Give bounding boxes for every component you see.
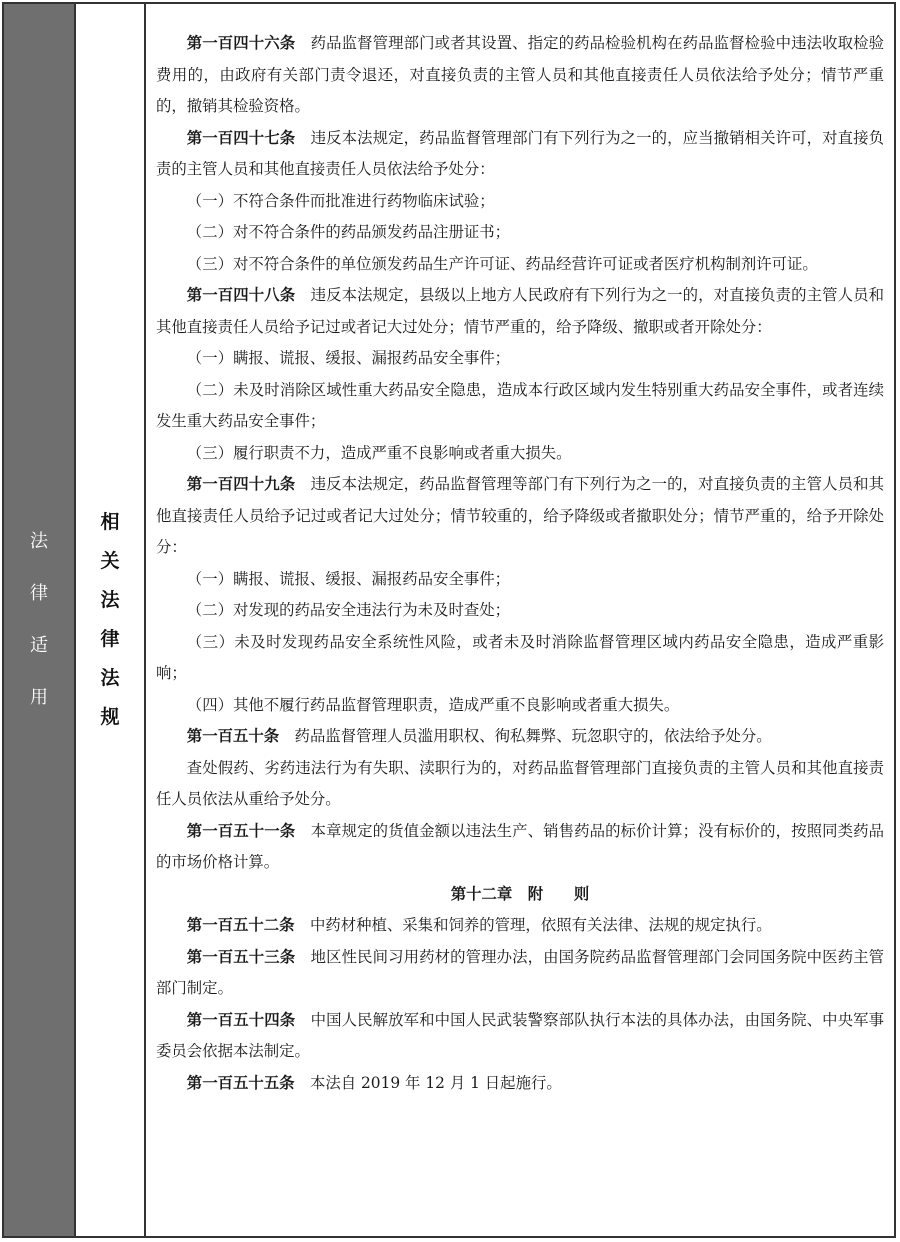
article-paragraph <box>156 123 884 186</box>
supplementary-articles-section <box>156 910 884 1099</box>
article-text: 药品监督管理部门或者其设置、指定的药品检验机构在药品监督检验中违法收取检验费用的，由政府有关部门责令退还，对直接负责的主管人员和其他直接责任人员依法给予处分；情节严重的，撤销其检验资格。 <box>156 34 884 115</box>
article-text: 中药材种植、采集和饲养的管理，依照有关法律、法规的规定执行。 <box>309 916 772 934</box>
article-number: 第一百五十一条 <box>186 821 296 840</box>
article-text: 违反本法规定，县级以上地方人民政府有下列行为之一的，对直接负责的主管人员和其他直接责任人员给予记过或者记大过处分；情节严重的，给予降级、撤职或者开除处分： <box>156 286 884 336</box>
article-text: 药品监督管理人员滥用职权、徇私舞弊、玩忽职守的，依法给予处分。 <box>294 727 772 745</box>
page-frame <box>2 2 896 1238</box>
vertical-char: 相 <box>100 511 120 533</box>
article-text: （一）不符合条件而批准进行药物临床试验； <box>186 191 495 210</box>
article-text: （二）对发现的药品安全违法行为未及时查处； <box>186 601 511 619</box>
vertical-char: 法 <box>30 531 48 552</box>
article-number: 第一百五十二条 <box>186 916 295 934</box>
vertical-char: 法 <box>100 589 120 611</box>
article-paragraph <box>156 1005 884 1068</box>
article-text: 地区性民间习用药材的管理办法，由国务院药品监督管理部门会同国务院中医药主管部门制定。 <box>156 947 884 997</box>
article-paragraph <box>156 249 884 281</box>
article-paragraph <box>156 186 884 218</box>
article-paragraph <box>156 564 884 596</box>
subcategory-label <box>100 503 119 737</box>
article-paragraph <box>156 343 884 375</box>
article-paragraph <box>156 595 884 627</box>
vertical-char: 法 <box>100 667 120 689</box>
article-paragraph <box>156 816 884 879</box>
vertical-char: 用 <box>30 687 48 708</box>
article-number: 第一百四十八条 <box>186 286 296 304</box>
article-paragraph <box>156 375 884 438</box>
article-paragraph <box>156 910 884 942</box>
vertical-char: 律 <box>30 583 48 604</box>
article-paragraph <box>156 469 884 564</box>
article-text: 查处假药、劣药违法行为有失职、渎职行为的，对药品监督管理部门直接负责的主管人员和其他直接责任人员依法从重给予处分。 <box>156 758 884 808</box>
article-text: （一）瞒报、谎报、缓报、漏报药品安全事件； <box>186 349 511 367</box>
article-number: 第一百四十九条 <box>186 475 296 493</box>
article-text: 本章规定的货值金额以违法生产、销售药品的标价计算；没有标价的，按照同类药品的市场价格计算。 <box>156 821 884 871</box>
article-paragraph <box>156 280 884 343</box>
article-text: （二）未及时消除区域性重大药品安全隐患，造成本行政区域内发生特别重大药品安全事件，或者连续发生重大药品安全事件； <box>156 380 884 430</box>
article-paragraph <box>156 627 884 690</box>
article-paragraph <box>156 942 884 1005</box>
chapter-heading: 第十二章 附 则 <box>450 884 590 903</box>
article-text: （四）其他不履行药品监督管理职责，造成严重不良影响或者重大损失。 <box>186 695 680 714</box>
article-number: 第一百四十六条 <box>186 34 296 52</box>
articles-section <box>156 28 884 879</box>
article-paragraph <box>156 438 884 470</box>
article-paragraph <box>156 721 884 753</box>
vertical-char: 关 <box>100 550 120 572</box>
article-number: 第一百五十条 <box>186 727 280 745</box>
subcategory-column <box>76 4 146 1236</box>
article-text: 违反本法规定，药品监督管理部门有下列行为之一的，应当撤销相关许可，对直接负责的主管人员和其他直接责任人员依法给予处分： <box>156 128 884 178</box>
article-paragraph <box>156 217 884 249</box>
article-paragraph <box>156 690 884 722</box>
article-text: 违反本法规定，药品监督管理等部门有下列行为之一的，对直接负责的主管人员和其他直接责任人员给予记过或者记大过处分；情节较重的，给予降级或者撤职处分；情节严重的，给予开除处分： <box>156 475 884 556</box>
article-text: 中国人民解放军和中国人民武装警察部队执行本法的具体办法，由国务院、中央军事委员会依据本法制定。 <box>156 1010 884 1060</box>
law-text-body <box>146 4 894 1236</box>
article-paragraph <box>156 753 884 816</box>
article-text: （三）对不符合条件的单位颁发药品生产许可证、药品经营许可证或者医疗机构制剂许可证。 <box>186 254 818 273</box>
article-paragraph <box>156 1068 884 1100</box>
article-paragraph <box>156 28 884 123</box>
article-text: （一）瞒报、谎报、缓报、漏报药品安全事件； <box>186 569 511 588</box>
vertical-char: 适 <box>30 635 48 656</box>
category-label <box>30 516 48 724</box>
article-text: （三）未及时发现药品安全系统性风险，或者未及时消除监督管理区域内药品安全隐患，造成严重影响； <box>156 632 884 682</box>
category-column <box>4 4 76 1236</box>
article-number: 第一百五十五条 <box>186 1073 295 1092</box>
article-number: 第一百五十四条 <box>186 1010 296 1029</box>
article-text: （二）对不符合条件的药品颁发药品注册证书； <box>186 223 511 241</box>
vertical-char: 律 <box>100 628 120 650</box>
article-number: 第一百五十三条 <box>186 947 296 966</box>
article-number: 第一百四十七条 <box>186 128 296 147</box>
article-text: 本法自 2019 年 12 月 1 日起施行。 <box>309 1073 562 1092</box>
article-text: （三）履行职责不力，造成严重不良影响或者重大损失。 <box>186 443 572 462</box>
vertical-char: 规 <box>100 706 120 728</box>
